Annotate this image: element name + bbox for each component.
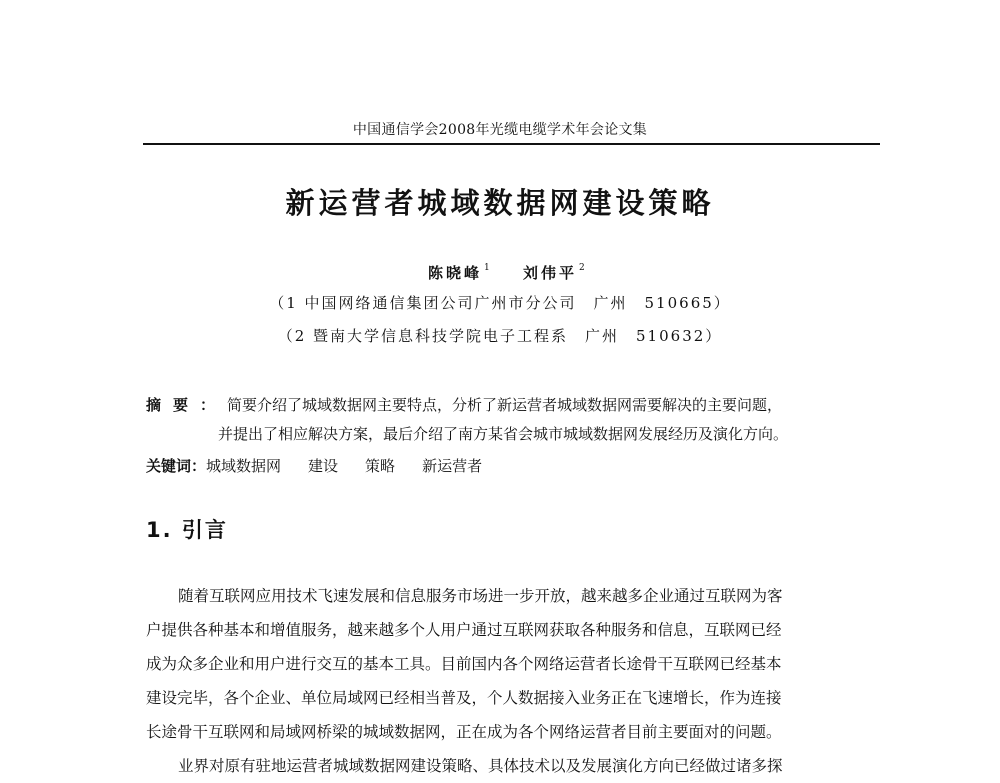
keyword: 城域数据网 <box>206 457 282 475</box>
author-1 <box>428 262 493 283</box>
abstract-text: 简要介绍了城域数据网主要特点，分析了新运营者城域数据网需要解决的主要问题， <box>227 396 783 414</box>
abstract <box>146 391 886 449</box>
keywords-label: 关键词： <box>146 457 207 475</box>
abstract-label: 摘要： <box>146 396 228 414</box>
keyword: 策略 <box>365 457 396 475</box>
author-affiliation-mark: 1 <box>484 263 493 273</box>
author-affiliation-mark: 2 <box>579 263 588 273</box>
body-line: 业界对原有驻地运营者城域数据网建设策略、具体技术以及发展演化方向已经做过诸多探 <box>178 757 783 775</box>
author-name: 陈晓峰 <box>428 264 483 282</box>
body-line: 户提供各种基本和增值服务，越来越多个人用户通过互联网获取各种服务和信息，互联网已经 <box>146 621 782 639</box>
author-2 <box>523 262 588 283</box>
body-line: 成为众多企业和用户进行交互的基本工具。目前国内各个网络运营者长途骨干互联网已经基本 <box>146 655 782 673</box>
abstract-line <box>146 391 886 420</box>
affiliation-2: （2 暨南大学信息科技学院电子工程系 广州 510632） <box>277 327 723 345</box>
header-rule <box>143 143 880 145</box>
body-line: 长途骨干互联网和局域网桥梁的城域数据网，正在成为各个网络运营者目前主要面对的问题。 <box>146 723 782 741</box>
keyword: 新运营者 <box>422 457 483 475</box>
body-line: 建设完毕，各个企业、单位局域网已经相当普及，个人数据接入业务正在飞速增长，作为连接 <box>146 689 782 707</box>
paper-title: 新运营者城域数据网建设策略 <box>285 186 715 220</box>
running-header: 中国通信学会2008年光缆电缆学术年会论文集 <box>352 122 648 138</box>
body-paragraph <box>146 579 886 783</box>
author-list <box>428 262 588 283</box>
keyword: 建设 <box>308 457 339 475</box>
author-name: 刘伟平 <box>522 264 577 282</box>
keywords <box>146 455 509 476</box>
affiliation-1: （1 中国网络通信集团公司广州市分公司 广州 510665） <box>269 294 731 312</box>
body-line: 随着互联网应用技术飞速发展和信息服务市场进一步开放，越来越多企业通过互联网为客 <box>178 587 783 605</box>
abstract-line: 并提出了相应解决方案，最后介绍了南方某省会城市城域数据网发展经历及演化方向。 <box>218 425 789 443</box>
section-heading: 1. 引言 <box>146 518 228 542</box>
